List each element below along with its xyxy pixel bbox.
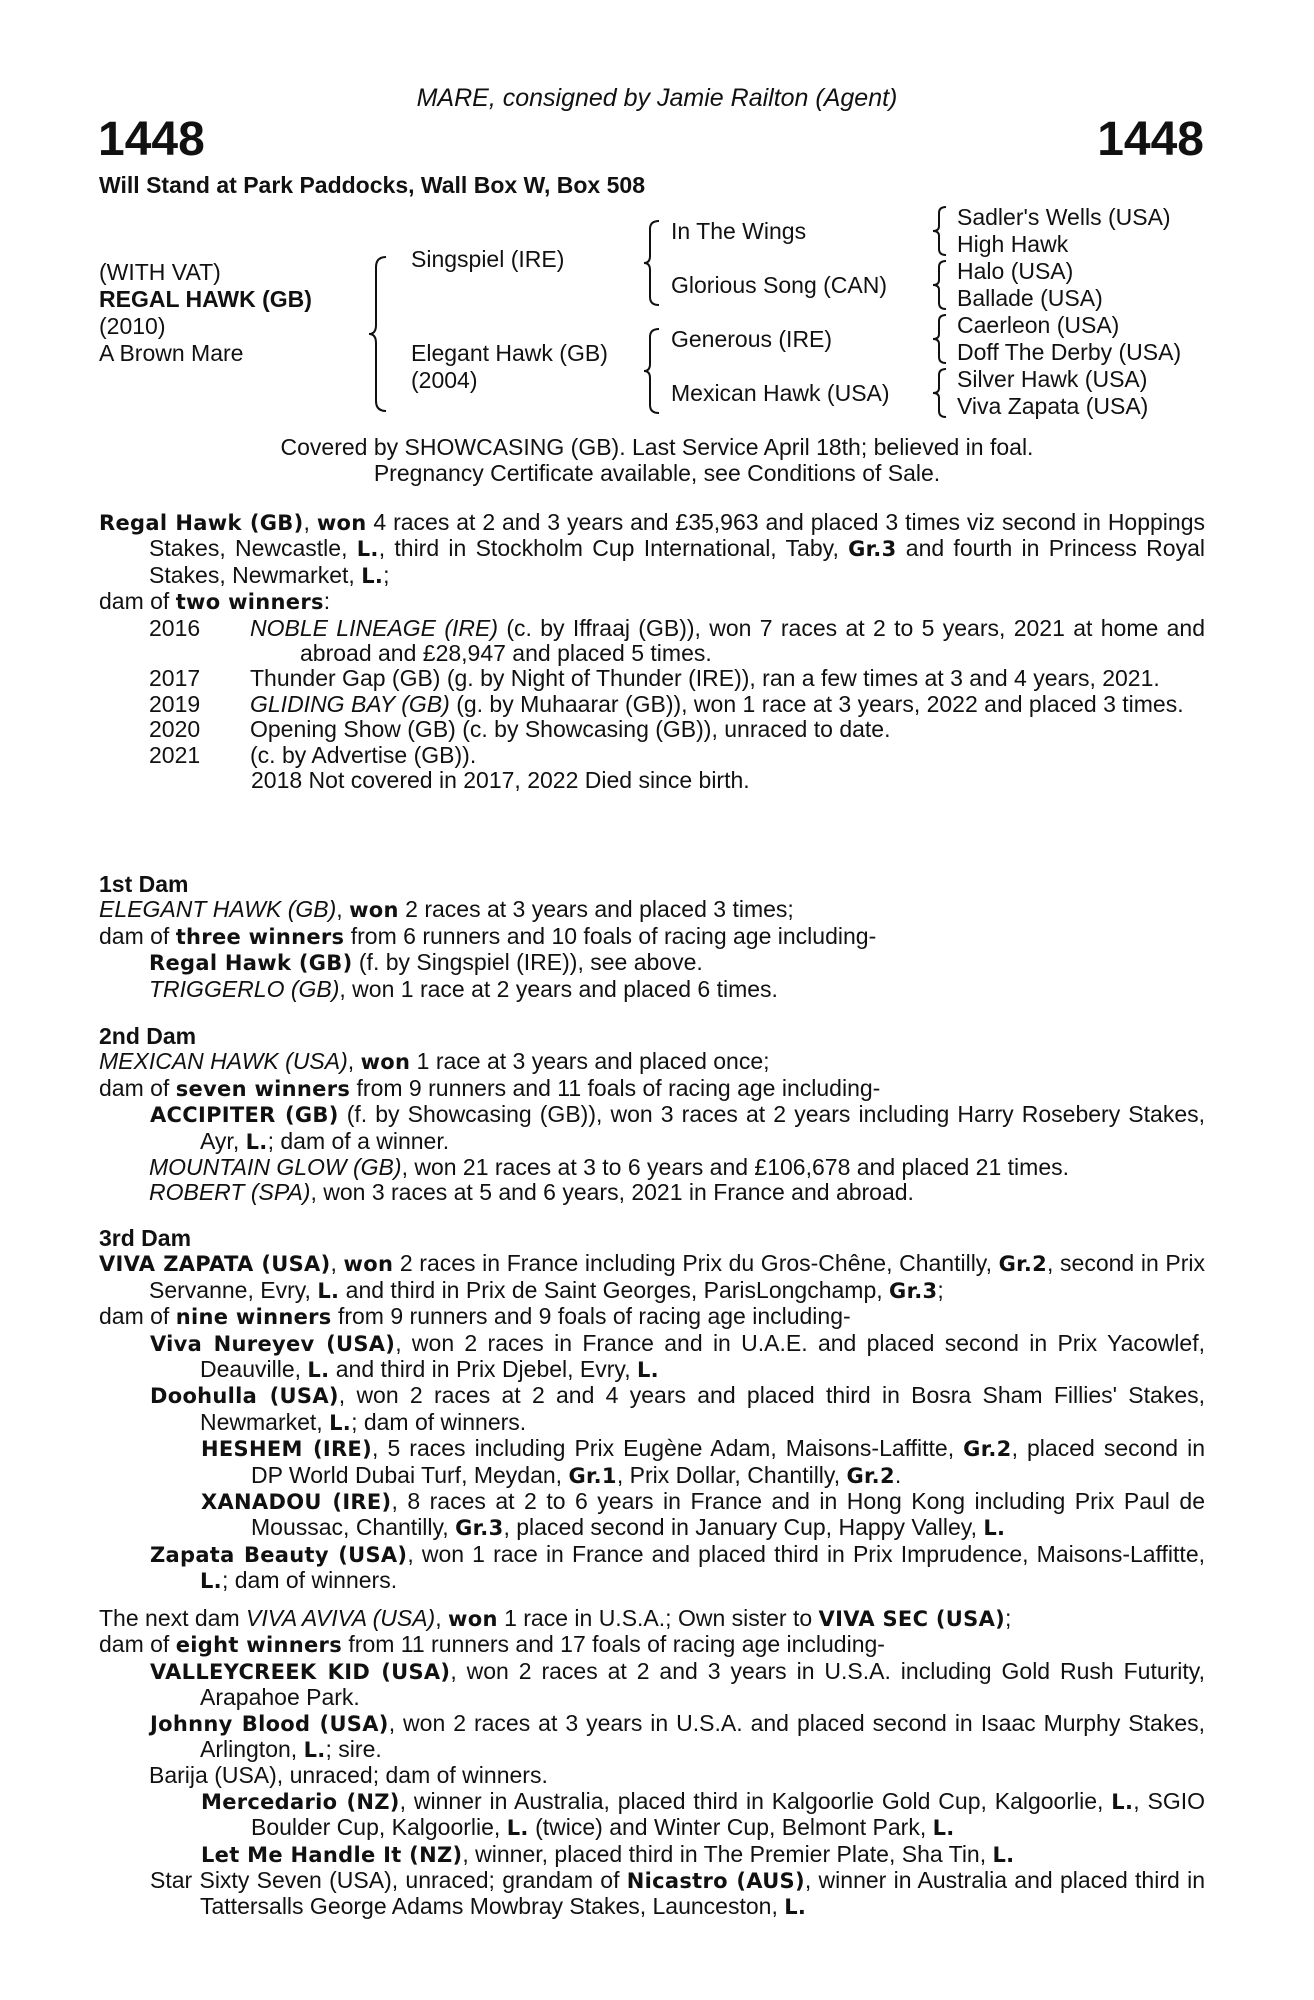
third-dam-entry: Doohulla (USA), won 2 races at 2 and 4 years and placed third in Bosra Sham Fillies' Stakes, Newmarket, L.; dam of winners.	[150, 1382, 1206, 1435]
g3-dsd: Doff The Derby (USA)	[957, 339, 1182, 365]
progeny-year: 2019	[149, 690, 201, 717]
progeny-text	[250, 743, 1205, 768]
progeny-detail: (c. by Showcasing (GB)), unraced to date.	[455, 716, 891, 743]
vat-label: (WITH VAT)	[99, 259, 221, 285]
brace-g3-2	[932, 259, 952, 311]
progeny-text	[250, 717, 1205, 742]
second-dam-section	[99, 1024, 1205, 1206]
progeny-name: NOBLE LINEAGE (IRE)	[250, 614, 499, 641]
third-dam-dam-of: dam of nine winners from 9 runners and 9 foals of racing age including-	[99, 1303, 851, 1330]
dam-year: (2004)	[411, 367, 478, 393]
sire: Singspiel (IRE)	[411, 246, 565, 272]
dam: Elegant Hawk (GB)	[411, 340, 608, 366]
third-dam-grandprogeny: HESHEM (IRE), 5 races including Prix Eugène Adam, Maisons-Laffitte, Gr.2, placed second in DP World Dubai Turf, Meydan, Gr.1, Prix Dollar, Chantilly, Gr.2.	[201, 1435, 1205, 1488]
lot-number-left: 1448	[98, 113, 205, 166]
g3-dss: Caerleon (USA)	[957, 312, 1120, 338]
second-dam-entry: ACCIPITER (GB) (f. by Showcasing (GB)), won 3 races at 2 years including Harry Rosebery Stakes, Ayr, L.; dam of a winner.	[150, 1101, 1205, 1154]
g3-sdd: Ballade (USA)	[957, 285, 1103, 311]
next-dam-entry: VALLEYCREEK KID (USA), won 2 races at 2 and 3 years in U.S.A. including Gold Rush Futurity, Arapahoe Park.	[150, 1657, 1205, 1711]
g3-ssd: High Hawk	[957, 231, 1069, 257]
progeny-name: Opening Show (GB)	[250, 716, 456, 743]
progeny-name: GLIDING BAY (GB)	[250, 690, 450, 717]
g3-dds: Silver Hawk (USA)	[957, 366, 1148, 392]
progeny-text	[250, 616, 1205, 667]
brace-gen1	[368, 255, 392, 413]
g3-sss: Sadler's Wells (USA)	[957, 204, 1171, 230]
g3-ddd: Viva Zapata (USA)	[957, 393, 1149, 419]
progeny-detail: (c. by Advertise (GB)).	[250, 741, 477, 768]
third-dam-entry: Zapata Beauty (USA), won 1 race in France and placed third in Prix Imprudence, Maisons-Laffitte, L.; dam of winners.	[150, 1540, 1205, 1594]
second-dam-heading: 2nd Dam	[99, 1023, 197, 1049]
first-dam-record: ELEGANT HAWK (GB), won 2 races at 3 years and placed 3 times;	[99, 896, 794, 923]
progeny-row	[99, 616, 1205, 667]
brace-sire	[643, 219, 665, 307]
brace-dam	[643, 327, 665, 415]
next-dam-entry: Barija (USA), unraced; dam of winners.	[149, 1762, 548, 1789]
brace-g3-1	[932, 205, 952, 257]
horse-description: A Brown Mare	[99, 340, 244, 366]
next-dam-entry: Johnny Blood (USA), won 2 races at 3 years in U.S.A. and placed second in Isaac Murphy Stakes, Arlington, L.; sire.	[150, 1709, 1205, 1763]
next-dam-record: The next dam VIVA AVIVA (USA), won 1 race in U.S.A.; Own sister to VIVA SEC (USA);	[99, 1605, 1012, 1631]
progeny-row	[99, 666, 1205, 691]
next-dam-grandprogeny: Let Me Handle It (NZ), winner, placed third in The Premier Plate, Sha Tin, L.	[201, 1840, 1015, 1867]
sire-dam: Glorious Song (CAN)	[671, 272, 888, 298]
sire-sire: In The Wings	[671, 218, 807, 244]
next-dam-entry: Star Sixty Seven (USA), unraced; grandam of Nicastro (AUS), winner in Australia and placed third in Tattersalls George Adams Mowbray Stakes, Launceston, L.	[150, 1867, 1205, 1920]
second-dam-dam-of: dam of seven winners from 9 runners and 11 foals of racing age including-	[99, 1074, 881, 1101]
progeny-year: 2021	[149, 741, 201, 768]
progeny-row	[99, 717, 1205, 742]
mare-name: Regal Hawk (GB)	[99, 511, 304, 535]
brace-g3-4	[932, 367, 952, 419]
stand-location: Will Stand at Park Paddocks, Wall Box W, Box 508	[99, 172, 645, 198]
progeny-note: 2018 Not covered in 2017, 2022 Died since birth.	[251, 767, 750, 794]
progeny-row	[99, 743, 1205, 768]
next-dam-grandprogeny: Mercedario (NZ), winner in Australia, placed third in Kalgoorlie Gold Cup, Kalgoorlie, L., SGIO Boulder Cup, Kalgoorlie, L. (twice) and Winter Cup, Belmont Park, L.	[201, 1787, 1205, 1841]
second-dam-entry: MOUNTAIN GLOW (GB), won 21 races at 3 to 6 years and £106,678 and placed 21 times.	[149, 1154, 1070, 1181]
progeny-text	[250, 692, 1205, 717]
next-dam-section	[99, 1606, 1205, 1921]
third-dam-grandprogeny: XANADOU (IRE), 8 races at 2 to 6 years in France and in Hong Kong including Prix Paul de Moussac, Chantilly, Gr.3, placed second in January Cup, Happy Valley, L.	[201, 1488, 1206, 1541]
consigned-line: MARE, consigned by Jamie Railton (Agent)	[416, 84, 898, 112]
next-dam-dam-of: dam of eight winners from 11 runners and 17 foals of racing age including-	[99, 1631, 885, 1658]
third-dam-section	[99, 1226, 1205, 1595]
third-dam-record: VIVA ZAPATA (USA), won 2 races in France including Prix du Gros-Chêne, Chantilly, Gr.2, second in Prix Servanne, Evry, L. and third in Prix de Saint Georges, ParisLongchamp, Gr.3;	[99, 1250, 1205, 1303]
second-dam-record: MEXICAN HAWK (USA), won 1 race at 3 years and placed once;	[99, 1048, 770, 1075]
g3-sds: Halo (USA)	[957, 258, 1074, 284]
third-dam-heading: 3rd Dam	[99, 1225, 192, 1251]
horse-name: REGAL HAWK (GB)	[99, 286, 312, 312]
dam-sire: Generous (IRE)	[671, 326, 833, 352]
lot-number-right: 1448	[1097, 113, 1204, 166]
covered-line-2: Pregnancy Certificate available, see Conditions of Sale.	[373, 460, 941, 486]
progeny-detail: (g. by Muhaarar (GB)), won 1 race at 3 years, 2022 and placed 3 times.	[449, 690, 1184, 717]
progeny-row	[99, 692, 1205, 717]
brace-g3-3	[932, 313, 952, 365]
first-dam-entry: Regal Hawk (GB) (f. by Singspiel (IRE)), see above.	[149, 949, 703, 976]
first-dam-dam-of: dam of three winners from 6 runners and 10 foals of racing age including-	[99, 922, 877, 949]
progeny-list	[99, 616, 1205, 768]
progeny-text	[250, 666, 1205, 691]
first-dam-heading: 1st Dam	[99, 871, 189, 897]
horse-year: (2010)	[99, 313, 166, 339]
second-dam-entry: ROBERT (SPA), won 3 races at 5 and 6 years, 2021 in France and abroad.	[149, 1179, 914, 1206]
covered-line-1: Covered by SHOWCASING (GB). Last Service April 18th; believed in foal.	[280, 434, 1034, 460]
third-dam-entry: Viva Nureyev (USA), won 2 races in France and in U.A.E. and placed second in Prix Yacowlef, Deauville, L. and third in Prix Djebel, Evry, L.	[150, 1329, 1205, 1383]
progeny-name: Thunder Gap (GB)	[250, 665, 441, 692]
mare-record	[99, 510, 1205, 793]
first-dam-section	[99, 872, 1205, 1002]
dam-dam: Mexican Hawk (USA)	[671, 380, 890, 406]
covered-note	[0, 434, 1314, 486]
mare-race-record: Regal Hawk (GB), won 4 races at 2 and 3 years and £35,963 and placed 3 times viz second in Hoppings Stakes, Newcastle, L., third in Stockholm Cup International, Taby, Gr.3 and fourth in Princess Royal Stakes, Newmarket, L.;	[99, 509, 1205, 588]
progeny-year: 2017	[149, 665, 201, 692]
progeny-year: 2016	[149, 614, 201, 641]
mare-dam-of: dam of two winners:	[99, 588, 331, 615]
progeny-detail: (g. by Night of Thunder (IRE)), ran a few times at 3 and 4 years, 2021.	[440, 665, 1160, 692]
progeny-year: 2020	[149, 716, 201, 743]
progeny-detail: (c. by Iffraaj (GB)), won 7 races at 2 to 5 years, 2021 at home and abroad and £28,947 and placed 5 times.	[300, 614, 1205, 667]
first-dam-entry: TRIGGERLO (GB), won 1 race at 2 years and placed 6 times.	[149, 975, 778, 1002]
